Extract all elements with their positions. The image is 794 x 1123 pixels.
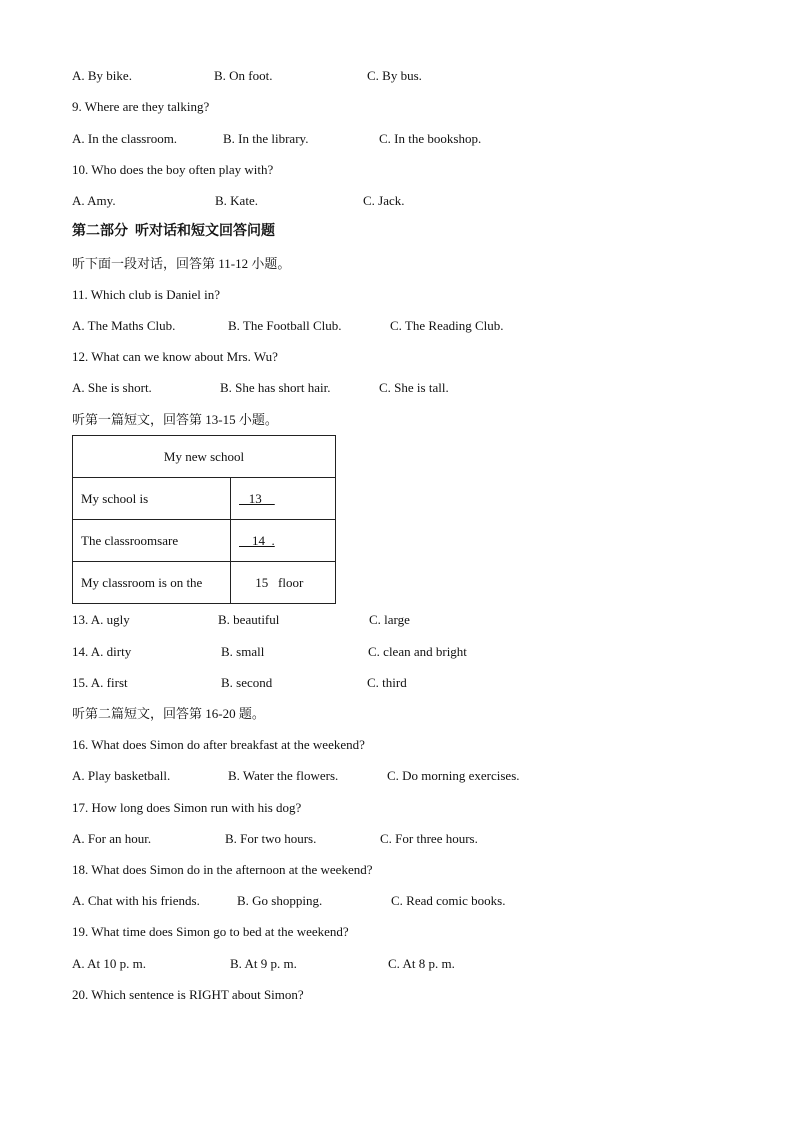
question-10: 10. Who does the boy often play with? [72,162,274,177]
q17-option-c: C. For three hours. [380,831,478,846]
section-title: 第二部分 听对话和短文回答问题 [72,224,275,239]
q14-option-a: 14. A. dirty [72,644,132,659]
q17-option-a: A. For an hour. [72,831,152,846]
question-16: 16. What does Simon do after breakfast at the weekend? [72,737,365,752]
question-19: 19. What time does Simon go to bed at the weekend? [72,924,349,939]
q10-option-a: A. Amy. [72,193,116,208]
q11-option-c: C. The Reading Club. [390,318,504,333]
q19-option-b: B. At 9 p. m. [230,956,297,971]
table-header: My new school [73,436,336,478]
q8-option-c: C. By bus. [367,68,422,83]
q19-option-c: C. At 8 p. m. [388,956,455,971]
q12-option-c: C. She is tall. [379,380,449,395]
question-11: 11. Which club is Daniel in? [72,287,221,302]
q12-option-a: A. She is short. [72,380,152,395]
blank-13: 13 [231,478,336,520]
q13-option-c: C. large [369,612,410,627]
q13-option-b: B. beautiful [218,612,280,627]
q10-option-c: C. Jack. [363,193,405,208]
q9-option-b: B. In the library. [223,131,309,146]
q13-option-a: 13. A. ugly [72,612,130,627]
dialog-instruction: 听下面一段对话，回答第 11-12 小题。 [72,256,291,271]
passage1-instruction: 听第一篇短文，回答第 13-15 小题。 [72,412,278,427]
question-9: 9. Where are they talking? [72,99,210,114]
fill-in-table [72,435,336,604]
q8-option-b: B. On foot. [214,68,273,83]
question-12: 12. What can we know about Mrs. Wu? [72,349,278,364]
q15-option-b: B. second [221,675,273,690]
passage2-instruction: 听第二篇短文，回答第 16-20 题。 [72,706,265,721]
question-20: 20. Which sentence is RIGHT about Simon? [72,987,304,1002]
table-row [73,520,336,562]
q15-option-c: C. third [367,675,407,690]
table-row [73,562,336,604]
q15-option-a: 15. A. first [72,675,128,690]
q10-option-b: B. Kate. [215,193,258,208]
q16-option-a: A. Play basketball. [72,768,171,783]
blank-15: 15 floor [231,562,336,604]
q18-option-a: A. Chat with his friends. [72,893,200,908]
table-row-label: The classroomsare [73,520,231,562]
q18-option-b: B. Go shopping. [237,893,323,908]
q9-option-a: A. In the classroom. [72,131,178,146]
q11-option-a: A. The Maths Club. [72,318,176,333]
q17-option-b: B. For two hours. [225,831,317,846]
table-row [73,478,336,520]
q11-option-b: B. The Football Club. [228,318,342,333]
q14-option-c: C. clean and bright [368,644,467,659]
q19-option-a: A. At 10 p. m. [72,956,147,971]
table-row-label: My classroom is on the [73,562,231,604]
blank-14: 14 . [231,520,336,562]
q9-option-c: C. In the bookshop. [379,131,482,146]
q14-option-b: B. small [221,644,265,659]
q8-option-a: A. By bike. [72,68,132,83]
q12-option-b: B. She has short hair. [220,380,331,395]
q16-option-c: C. Do morning exercises. [387,768,520,783]
question-17: 17. How long does Simon run with his dog? [72,800,302,815]
q18-option-c: C. Read comic books. [391,893,506,908]
q16-option-b: B. Water the flowers. [228,768,339,783]
question-18: 18. What does Simon do in the afternoon at the weekend? [72,862,373,877]
table-row-label: My school is [73,478,231,520]
